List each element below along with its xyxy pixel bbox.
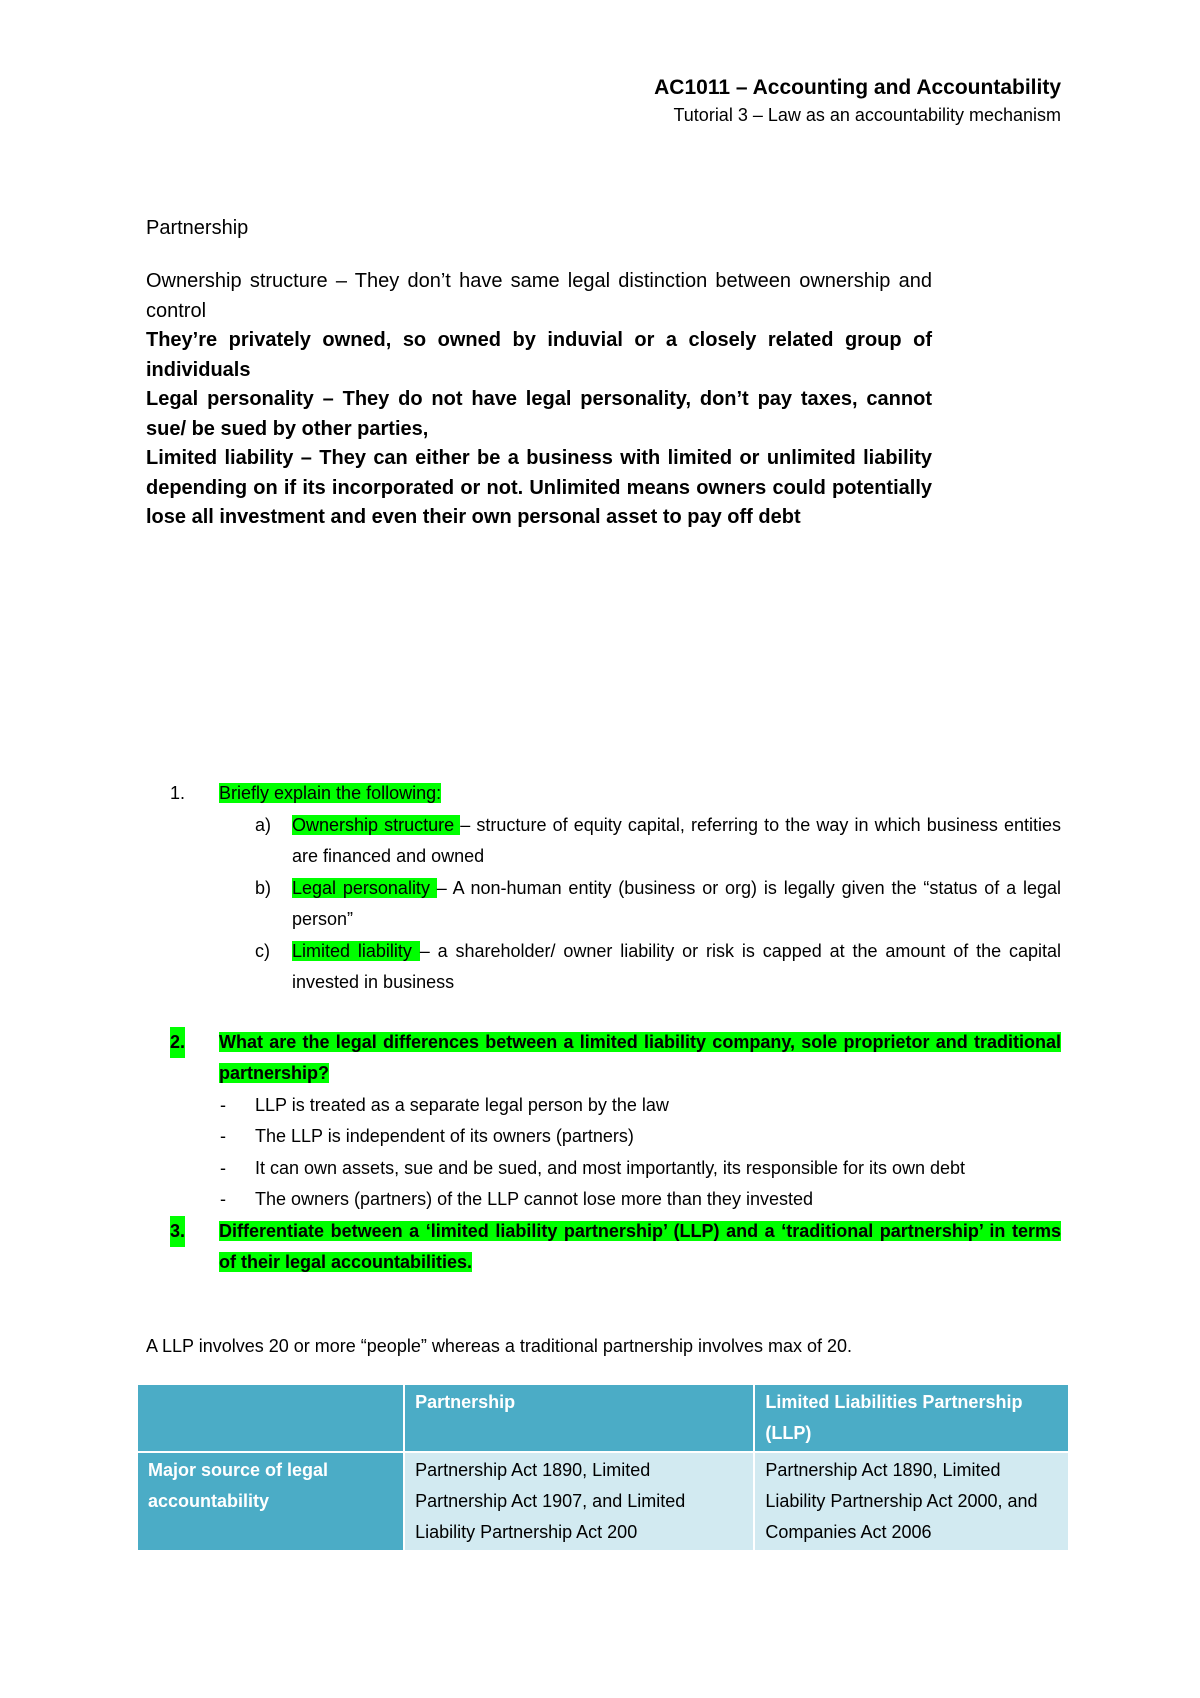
item-term: Legal personality xyxy=(292,877,437,898)
document-title: AC1011 – Accounting and Accountability xyxy=(654,76,1061,99)
table-row-label: Major source of legal accountability xyxy=(138,1453,403,1550)
bullet-text: LLP is treated as a separate legal person by the law xyxy=(255,1094,669,1115)
question-text: Differentiate between a ‘limited liability partnership’ (LLP) and a ‘traditional partnership’ in terms of their legal accountabilities. xyxy=(219,1220,1061,1272)
notes-paragraph: Legal personality – They do not have legal personality, don’t pay taxes, cannot sue/ be sued by other parties, xyxy=(146,388,932,440)
question-text: Briefly explain the following: xyxy=(219,783,442,803)
notes-paragraph: Ownership structure – They don’t have same legal distinction between ownership and control xyxy=(146,270,932,322)
spacer xyxy=(170,999,1061,1027)
item-term: Limited liability xyxy=(292,940,420,961)
question-number: 1. xyxy=(170,783,186,803)
table-cell: Partnership Act 1890, Limited Liability Partnership Act 2000, and Companies Act 2006 xyxy=(755,1453,1068,1550)
table-header-row xyxy=(138,1385,1068,1451)
question-number: 2. xyxy=(170,1027,185,1059)
question-3 xyxy=(170,1216,1061,1279)
bullet-dash: - xyxy=(220,1094,226,1115)
answer-bullet xyxy=(170,1153,1061,1185)
comparison-table xyxy=(136,1383,1070,1552)
answer-bullet xyxy=(170,1184,1061,1216)
llp-summary: A LLP involves 20 or more “people” whereas a traditional partnership involves max of 20. xyxy=(146,1336,853,1356)
notes-paragraph: Limited liability – They can either be a business with limited or unlimited liability depending on if its incorporated or not. Unlimited means owners could potentially lose all investment and even their own personal asset to pay off debt xyxy=(146,447,932,528)
table-cell: Partnership Act 1890, Limited Partnership Act 1907, and Limited Liability Partnership Act 200 xyxy=(405,1453,753,1550)
table-header-cell xyxy=(138,1385,403,1451)
item-letter: b) xyxy=(255,877,272,898)
bullet-text: The LLP is independent of its owners (partners) xyxy=(255,1126,634,1146)
question-text: What are the legal differences between a limited liability company, sole proprietor and traditional partnership? xyxy=(219,1031,1061,1083)
bullet-dash: - xyxy=(220,1126,226,1146)
answer-bullet xyxy=(170,1121,1061,1153)
item-definition: – structure of equity capital, referring to the way in which business entities are financed and owned xyxy=(292,814,1061,866)
question-number: 3. xyxy=(170,1216,185,1248)
answer-bullet xyxy=(170,1090,1061,1122)
table-row xyxy=(138,1453,1068,1550)
question-2 xyxy=(170,1027,1061,1090)
notes-paragraph: They’re privately owned, so owned by induvial or a closely related group of individuals xyxy=(146,329,932,381)
item-definition: – A non-human entity (business or org) is legally given the “status of a legal person” xyxy=(292,877,1061,929)
item-definition: – a shareholder/ owner liability or risk is capped at the amount of the capital invested in business xyxy=(292,940,1061,992)
tutorial-questions xyxy=(170,778,1061,1279)
question-1-item-c xyxy=(170,936,1061,999)
question-1 xyxy=(170,778,1061,810)
question-1-item-a xyxy=(170,810,1061,873)
question-1-item-b xyxy=(170,873,1061,936)
notes-heading: Partnership xyxy=(146,217,249,239)
table-header-cell: Partnership xyxy=(405,1385,753,1451)
bullet-dash: - xyxy=(220,1189,226,1209)
item-term: Ownership structure xyxy=(292,814,461,835)
table-header-cell: Limited Liabilities Partnership (LLP) xyxy=(755,1385,1068,1451)
bullet-text: The owners (partners) of the LLP cannot lose more than they invested xyxy=(255,1189,813,1209)
bullet-text: It can own assets, sue and be sued, and most importantly, its responsible for its own debt xyxy=(255,1157,966,1178)
item-letter: c) xyxy=(255,940,270,961)
item-letter: a) xyxy=(255,814,272,835)
document-header xyxy=(654,74,1061,128)
partnership-notes xyxy=(146,213,932,533)
bullet-dash: - xyxy=(220,1157,226,1178)
document-subtitle: Tutorial 3 – Law as an accountability mechanism xyxy=(673,105,1061,125)
